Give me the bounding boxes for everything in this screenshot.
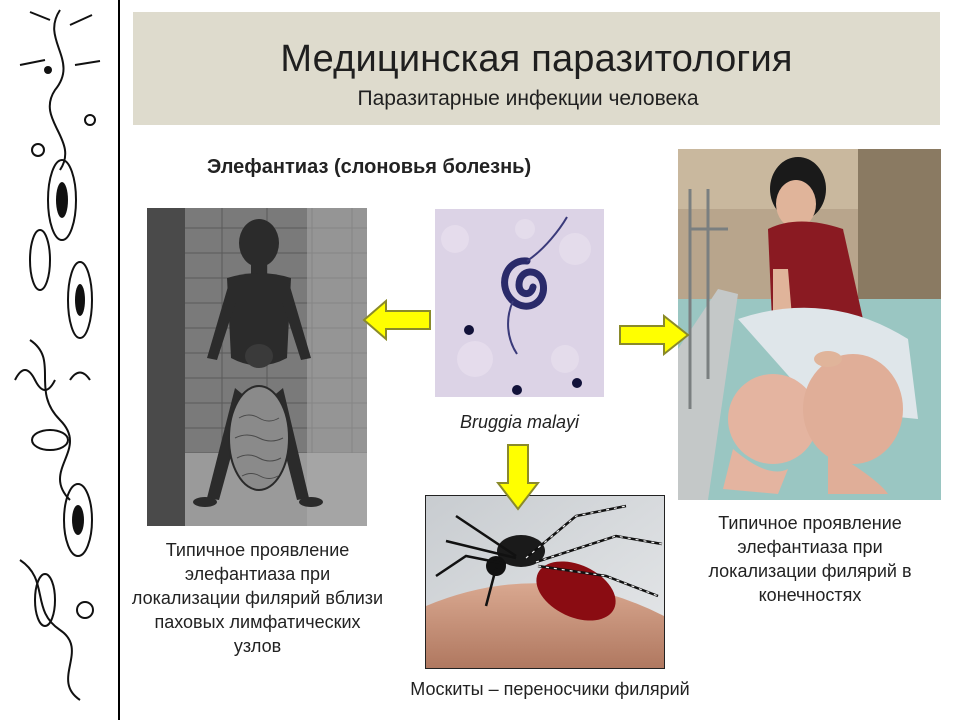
header-banner — [133, 12, 940, 125]
page-subtitle: Паразитарные инфекции человека — [357, 87, 699, 110]
page-title: Медицинская паразитология — [280, 38, 793, 80]
caption-line: узлов — [233, 636, 282, 656]
photo-woman-elephantiasis — [678, 149, 941, 500]
photo-boy-elephantiasis — [147, 208, 367, 526]
microscope-caption: Bruggia malayi — [459, 412, 580, 432]
caption-line: элефантиаза при — [737, 537, 883, 557]
caption-line: паховых лимфатических — [154, 612, 361, 632]
caption-line: Типичное проявление — [165, 540, 350, 560]
right-arrow-icon — [618, 314, 690, 356]
caption-line: конечностях — [758, 585, 862, 605]
caption-line: элефантиаза при — [184, 564, 331, 584]
mosquito-caption: Москиты – переносчики филярий — [410, 679, 690, 699]
photo-mosquito — [425, 495, 665, 669]
woman-caption — [670, 511, 950, 607]
caption-line: локализации филярий в — [708, 561, 912, 581]
caption-line: Типичное проявление — [718, 513, 902, 533]
slide-heading: Элефантиаз (слоновья болезнь) — [207, 156, 532, 178]
caption-line: локализации филярий вблизи — [131, 588, 384, 608]
down-arrow-icon — [496, 443, 540, 511]
boy-caption — [100, 538, 415, 658]
left-arrow-icon — [362, 299, 432, 341]
microscope-brugia-image — [435, 209, 604, 397]
